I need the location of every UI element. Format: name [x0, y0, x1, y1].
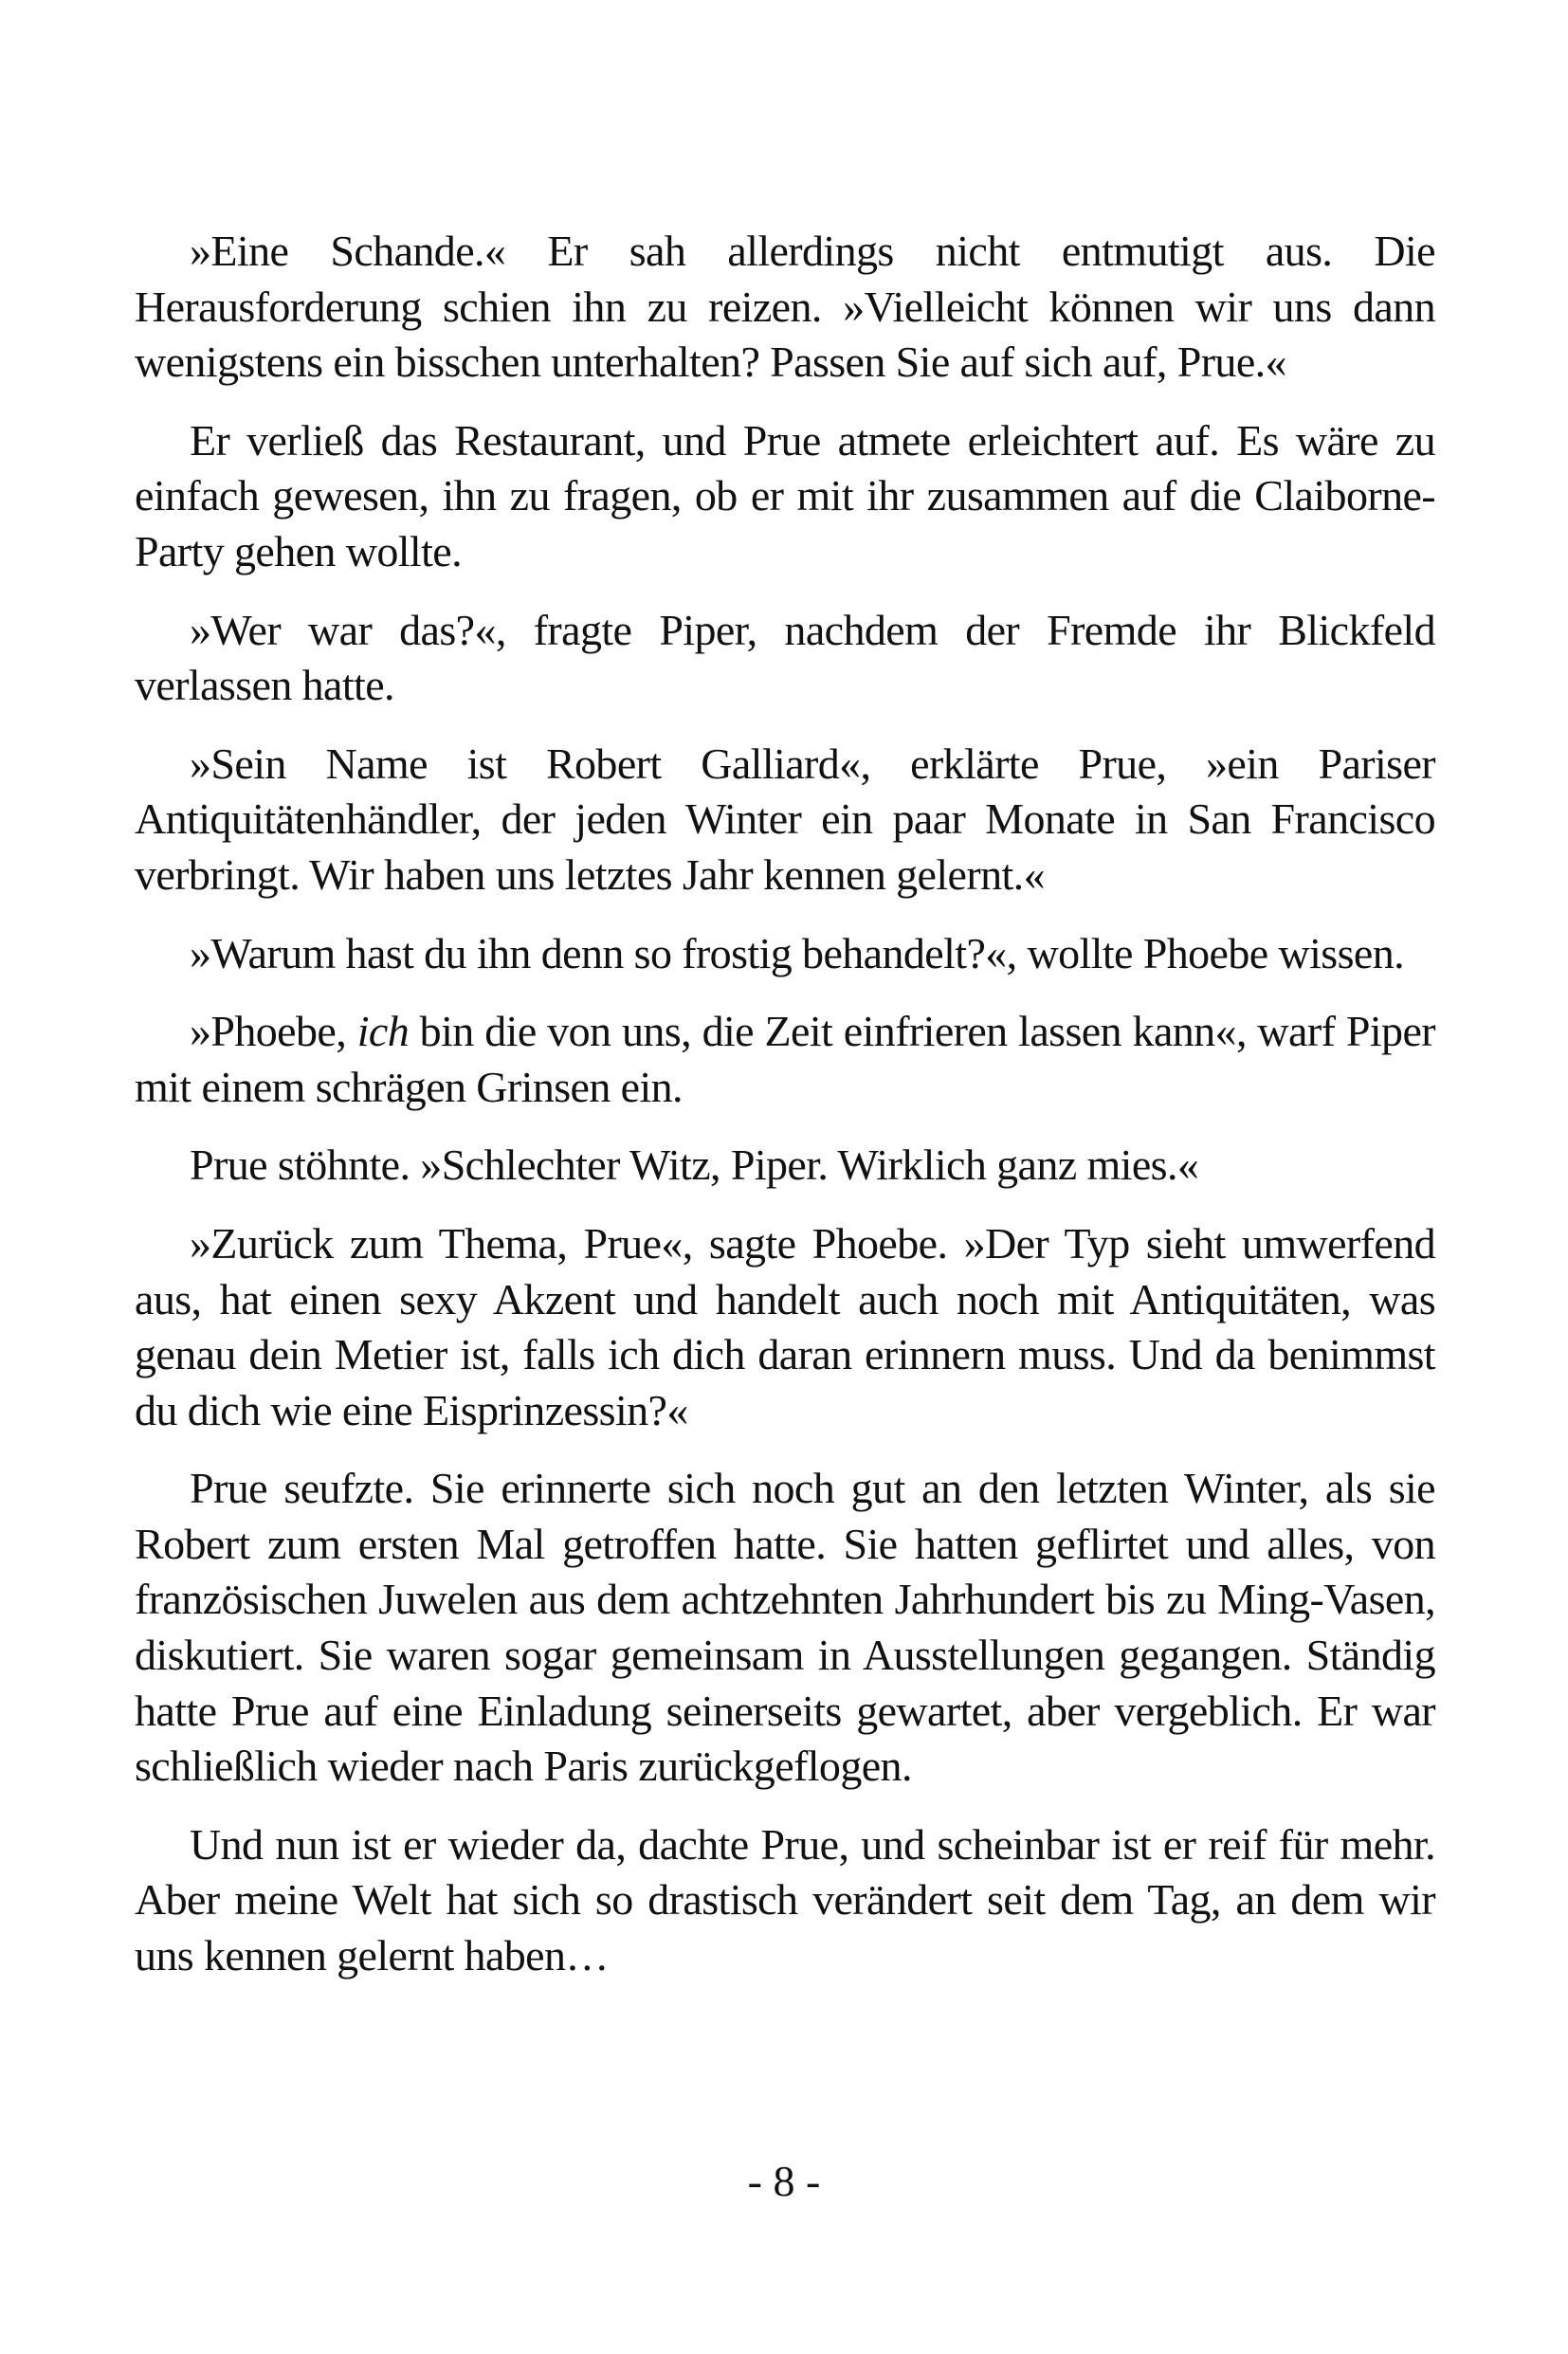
paragraph-6-start: »Phoebe,: [190, 1007, 357, 1056]
paragraph-8: »Zurück zum Thema, Prue«, sagte Phoebe. »Der Typ sieht umwerfend aus, hat einen sexy Akzent und handelt auch noch mit Antiquitäten, was genau dein Metier ist, falls ich dich daran erinnern muss. Und da benimmst du dich wie eine Eisprinzessin?«: [135, 1218, 1435, 1434]
emphasis-ich: ich: [356, 1007, 410, 1056]
paragraph-7: Prue stöhnte. »Schlechter Witz, Piper. Wirklich ganz mies.«: [190, 1141, 1199, 1190]
page-body: [135, 224, 1435, 1984]
paragraph-3: »Wer war das?«, fragte Piper, nachdem der Fremde ihr Blickfeld verlassen hatte.: [135, 605, 1435, 710]
paragraph-5: »Warum hast du ihn denn so frostig behandelt?«, wollte Phoebe wissen.: [190, 928, 1404, 977]
paragraph-6-end: bin die von uns, die Zeit einfrieren lassen kann«, warf Piper mit einem schrägen Grinsen ein.: [135, 1007, 1435, 1111]
paragraph-1: »Eine Schande.« Er sah allerdings nicht entmutigt aus. Die Herausforderung schien ihn zu reizen. »Vielleicht können wir uns dann wenigstens ein bisschen unterhalten? Passen Sie auf sich auf, Prue.«: [135, 227, 1435, 387]
paragraph-6: [135, 1004, 1435, 1115]
paragraph-4: »Sein Name ist Robert Galliard«, erklärte Prue, »ein Pariser Antiquitätenhändler, der jeden Winter ein paar Monate in San Francisco verbringt. Wir haben uns letztes Jahr kennen gelernt.«: [135, 739, 1435, 899]
paragraph-2: Er verließ das Restaurant, und Prue atmete erleichtert auf. Es wäre zu einfach gewesen, ihn zu fragen, ob er mit ihr zusammen auf die Claiborne-Party gehen wollte.: [135, 415, 1435, 575]
page-number: - 8 -: [747, 2157, 821, 2205]
paragraph-10: Und nun ist er wieder da, dachte Prue, und scheinbar ist er reif für mehr. Aber meine Welt hat sich so drastisch verändert seit dem Tag, an dem wir uns kennen gelernt haben…: [135, 1819, 1435, 1980]
paragraph-9: Prue seufzte. Sie erinnerte sich noch gut an den letzten Winter, als sie Robert zum ersten Mal getroffen hatte. Sie hatten geflirtet und alles, von französischen Juwelen aus dem achtzehnten Jahrhundert bis zu Ming-Vasen, diskutiert. Sie waren sogar gemeinsam in Ausstellungen gegangen. Ständig hatte Prue auf eine Einladung seinerseits gewartet, aber vergeblich. Er war schließlich wieder nach Paris zurückgeflogen.: [135, 1464, 1435, 1791]
